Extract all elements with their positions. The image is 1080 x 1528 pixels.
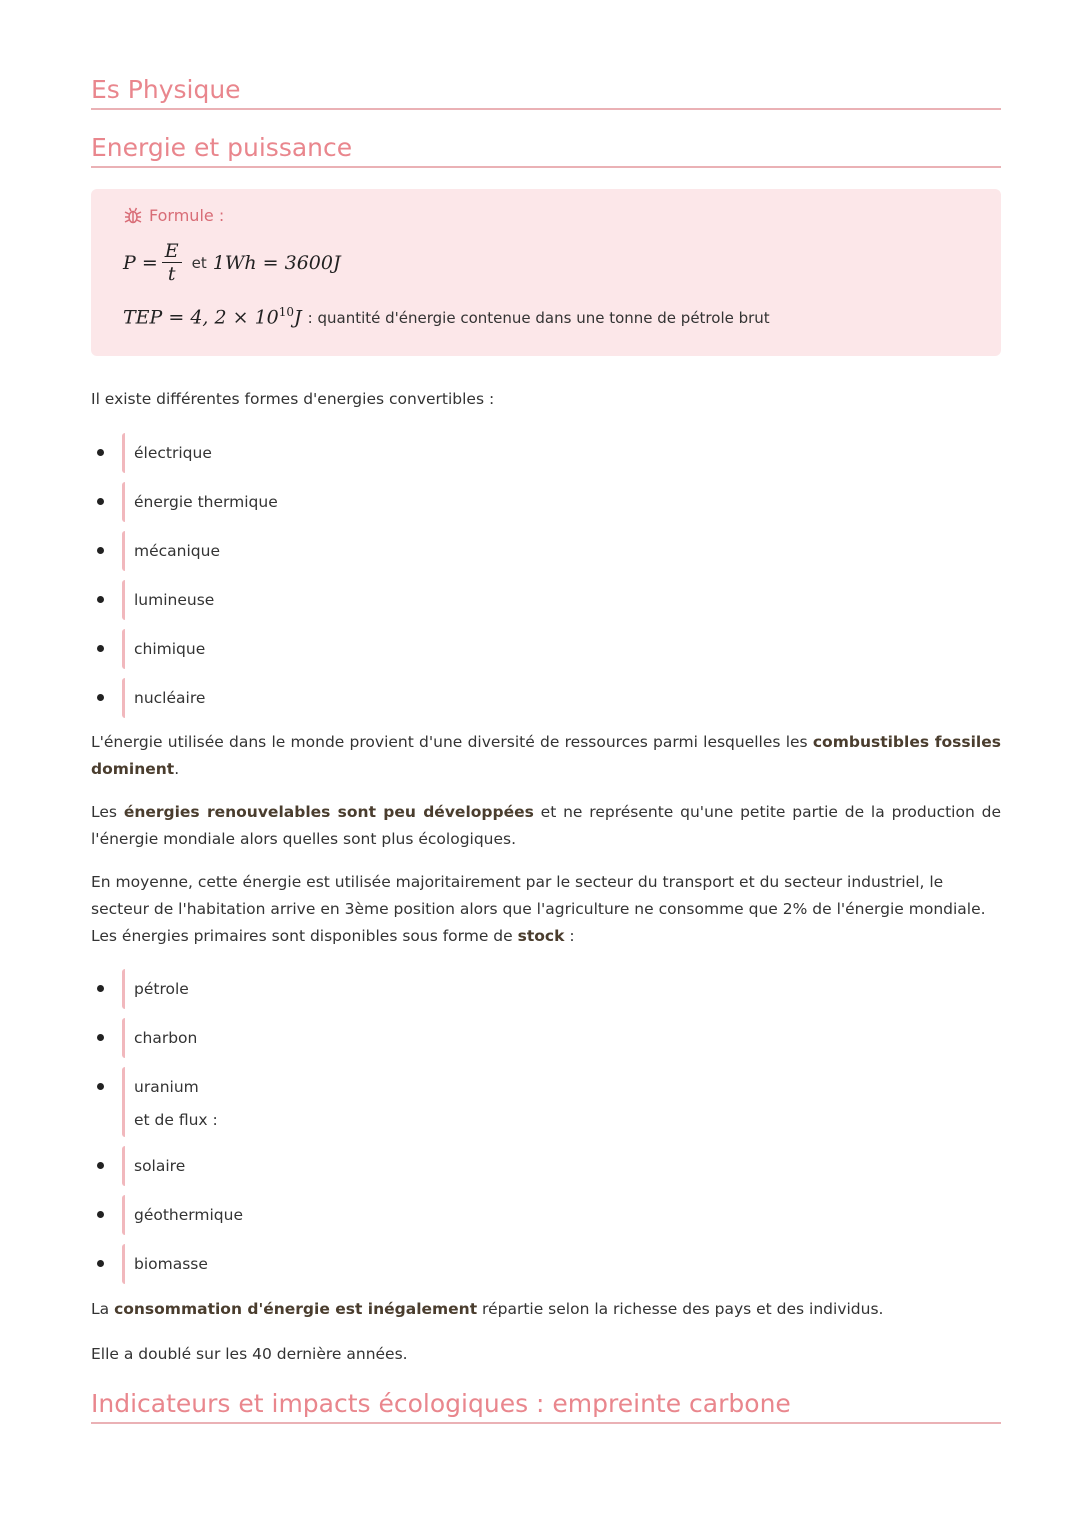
bullet bbox=[97, 694, 104, 701]
bug-icon bbox=[123, 206, 143, 226]
bullet bbox=[97, 1211, 104, 1218]
stock-list bbox=[91, 969, 1001, 1137]
bullet bbox=[97, 596, 104, 603]
formula-p: P = bbox=[123, 251, 158, 274]
list-item-text: uranium bbox=[134, 1077, 199, 1096]
list-item-text: géothermique bbox=[134, 1205, 243, 1224]
list-item-text: charbon bbox=[134, 1028, 198, 1047]
tep-description: : quantité d'énergie contenue dans une tonne de pétrole brut bbox=[307, 308, 770, 327]
list-item bbox=[91, 1195, 1001, 1235]
section-heading-energie: Energie et puissance bbox=[91, 134, 1001, 168]
paragraph-secteurs: En moyenne, cette énergie est utilisée majoritairement par le secteur du transport et du secteur industriel, le secteur de l'habitation arrive en 3ème position alors que l'agriculture ne consomme que 2% de l'énergie mondiale. Les énergies primaires sont disponibles sous forme de stock : bbox=[91, 872, 986, 945]
list-item bbox=[91, 1146, 1001, 1186]
list-item bbox=[91, 433, 1001, 473]
paragraph-fossiles: L'énergie utilisée dans le monde provient d'une diversité de ressources parmi lesquelles les combustibles fossiles dominent. bbox=[91, 732, 1001, 778]
document-body bbox=[91, 76, 1001, 1424]
bullet bbox=[97, 1260, 104, 1267]
paragraph-double: Elle a doublé sur les 40 dernière années. bbox=[91, 1344, 408, 1363]
flux-label: et de flux : bbox=[134, 1110, 218, 1129]
list-item bbox=[91, 629, 1001, 669]
paragraph-renouvelables: Les énergies renouvelables sont peu développées et ne représente qu'une petite partie de la production de l'énergie mondiale alors quelles sont plus écologiques. bbox=[91, 802, 1001, 848]
list-item-text: solaire bbox=[134, 1156, 186, 1175]
bullet bbox=[97, 645, 104, 652]
callout-label: Formule : bbox=[149, 206, 225, 225]
bullet bbox=[97, 1083, 104, 1090]
page-title: Es Physique bbox=[91, 76, 1001, 110]
tep-math: TEP = 4, 2 × 10 bbox=[123, 305, 279, 328]
list-item-text: pétrole bbox=[134, 979, 189, 998]
list-item bbox=[91, 531, 1001, 571]
list-item-text: énergie thermique bbox=[134, 492, 278, 511]
fraction bbox=[162, 240, 182, 285]
list-item-text: électrique bbox=[134, 443, 212, 462]
bullet bbox=[97, 449, 104, 456]
flux-list bbox=[91, 1146, 1001, 1284]
fraction-denominator: t bbox=[167, 263, 176, 285]
power-formula bbox=[123, 235, 971, 291]
tep-unit: J bbox=[294, 305, 302, 328]
tep-exponent: 10 bbox=[278, 304, 295, 319]
list-item bbox=[91, 1244, 1001, 1284]
section-heading-indicateurs: Indicateurs et impacts écologiques : empreinte carbone bbox=[91, 1390, 1001, 1424]
paragraph-consommation: La consommation d'énergie est inégalement répartie selon la richesse des pays et des individus. bbox=[91, 1299, 884, 1318]
bullet bbox=[97, 1162, 104, 1169]
forms-intro: Il existe différentes formes d'energies convertibles : bbox=[91, 389, 495, 408]
bullet bbox=[97, 547, 104, 554]
tep-formula bbox=[123, 305, 971, 328]
fraction-numerator: E bbox=[162, 240, 182, 263]
formula-connector: et bbox=[191, 253, 207, 272]
list-item-text: mécanique bbox=[134, 541, 220, 560]
list-item-text: nucléaire bbox=[134, 688, 206, 707]
list-item-text: lumineuse bbox=[134, 590, 215, 609]
bullet bbox=[97, 985, 104, 992]
list-item bbox=[91, 1067, 1001, 1137]
list-item bbox=[91, 969, 1001, 1009]
list-item bbox=[91, 580, 1001, 620]
formula-callout bbox=[91, 189, 1001, 356]
list-item bbox=[91, 678, 1001, 718]
callout-header bbox=[123, 206, 971, 226]
energy-forms-list bbox=[91, 433, 1001, 718]
list-item-text: biomasse bbox=[134, 1254, 208, 1273]
list-item bbox=[91, 482, 1001, 522]
bullet bbox=[97, 498, 104, 505]
list-item-text: chimique bbox=[134, 639, 206, 658]
list-item bbox=[91, 1018, 1001, 1058]
formula-wh: 1Wh = 3600J bbox=[212, 251, 341, 274]
bullet bbox=[97, 1034, 104, 1041]
